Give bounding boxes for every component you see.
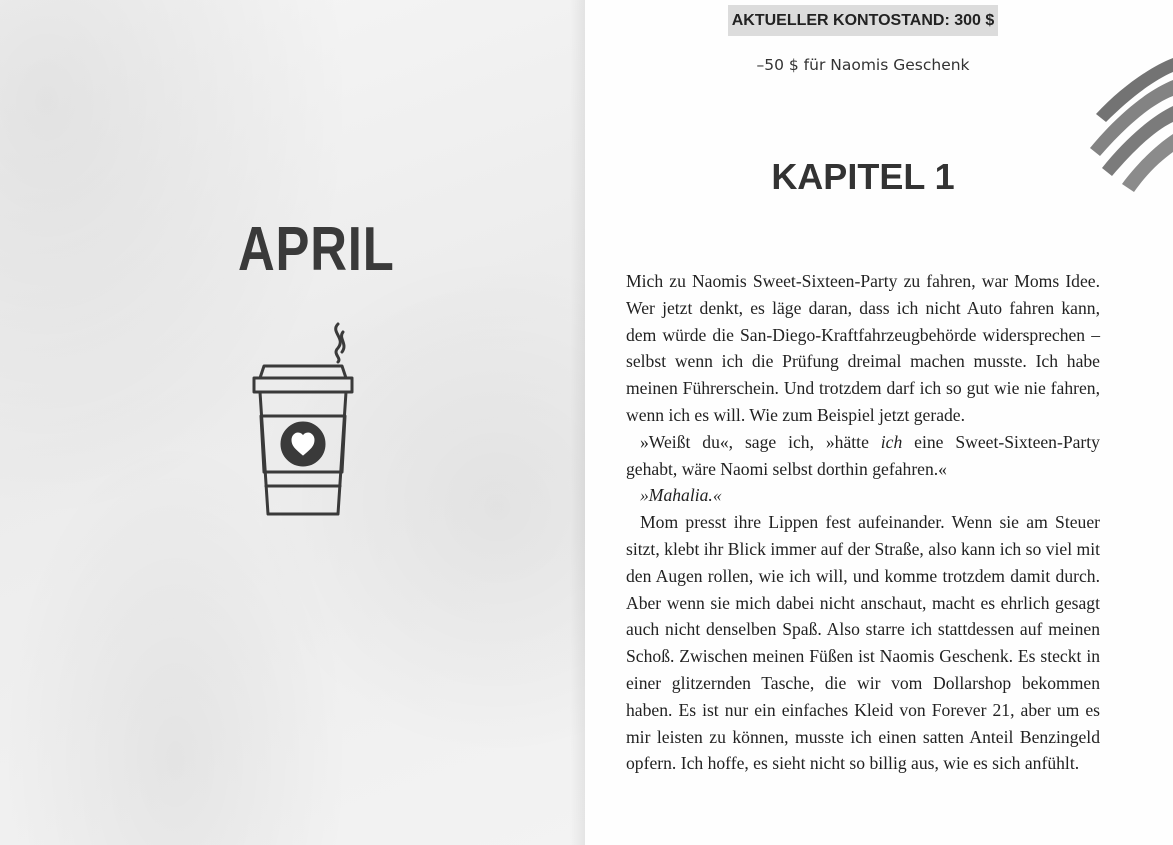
- brush-stroke-decoration: [1082, 56, 1173, 202]
- month-title: APRIL: [238, 215, 395, 284]
- paragraph: Mom presst ihre Lippen fest aufeinander. Wenn sie am Steuer sitzt, klebt ihr Blick immer auf der Straße, also kann ich so viel mit den Augen rollen, wie ich will, und komme trotzdem damit durch. Aber wenn sie mich dabei nicht anschaut, macht es ehrlich gesagt auch nicht denselben Spaß. Also starre ich stattdessen auf meinen Schoß. Zwischen meinen Füßen ist Naomis Geschenk. Es steckt in einer glitzernden Tasche, die wir vom Dollarshop bekommen haben. Es ist nur ein einfaches Kleid von Forever 21, aber um es mir leisten zu können, musste ich einen satten Anteil Benzingeld opfern. Ich hoffe, es sieht nicht so billig aus, wie es sich anfühlt.: [626, 512, 1100, 774]
- coffee-cup-heart-icon: [246, 318, 360, 522]
- paragraph-text: eine Sweet-Sixteen-Party gehabt, wäre Naomi selbst dorthin gefahren.«: [626, 431, 1100, 479]
- expense-note: –50 $ für Naomis Geschenk: [756, 56, 970, 74]
- paragraph: Mich zu Naomis Sweet-Sixteen-Party zu fahren, war Moms Idee. Wer jetzt denkt, es läge daran, dass ich nicht Auto fahren kann, dem würde die San-Diego-Kraftfahrzeugbehörde widersprechen – selbst wenn ich die Prüfung dreimal machen musste. Ich habe meinen Führerschein. Und trotzdem darf ich so gut wie nie fahren, wenn ich es will. Wie zum Beispiel jetzt gerade.: [626, 271, 1100, 425]
- emphasis-text: ich: [880, 431, 903, 452]
- left-page: [0, 0, 585, 845]
- balance-badge: AKTUELLER KONTOSTAND: 300 $: [728, 5, 998, 36]
- paragraph: [626, 482, 1100, 509]
- chapter-body: [626, 268, 1100, 777]
- paragraph-text: »Weißt du«, sage ich, »hätte: [640, 431, 881, 452]
- dialogue-text: »Mahalia.«: [640, 485, 722, 506]
- chapter-title: KAPITEL 1: [771, 156, 955, 197]
- paragraph: [626, 429, 1100, 483]
